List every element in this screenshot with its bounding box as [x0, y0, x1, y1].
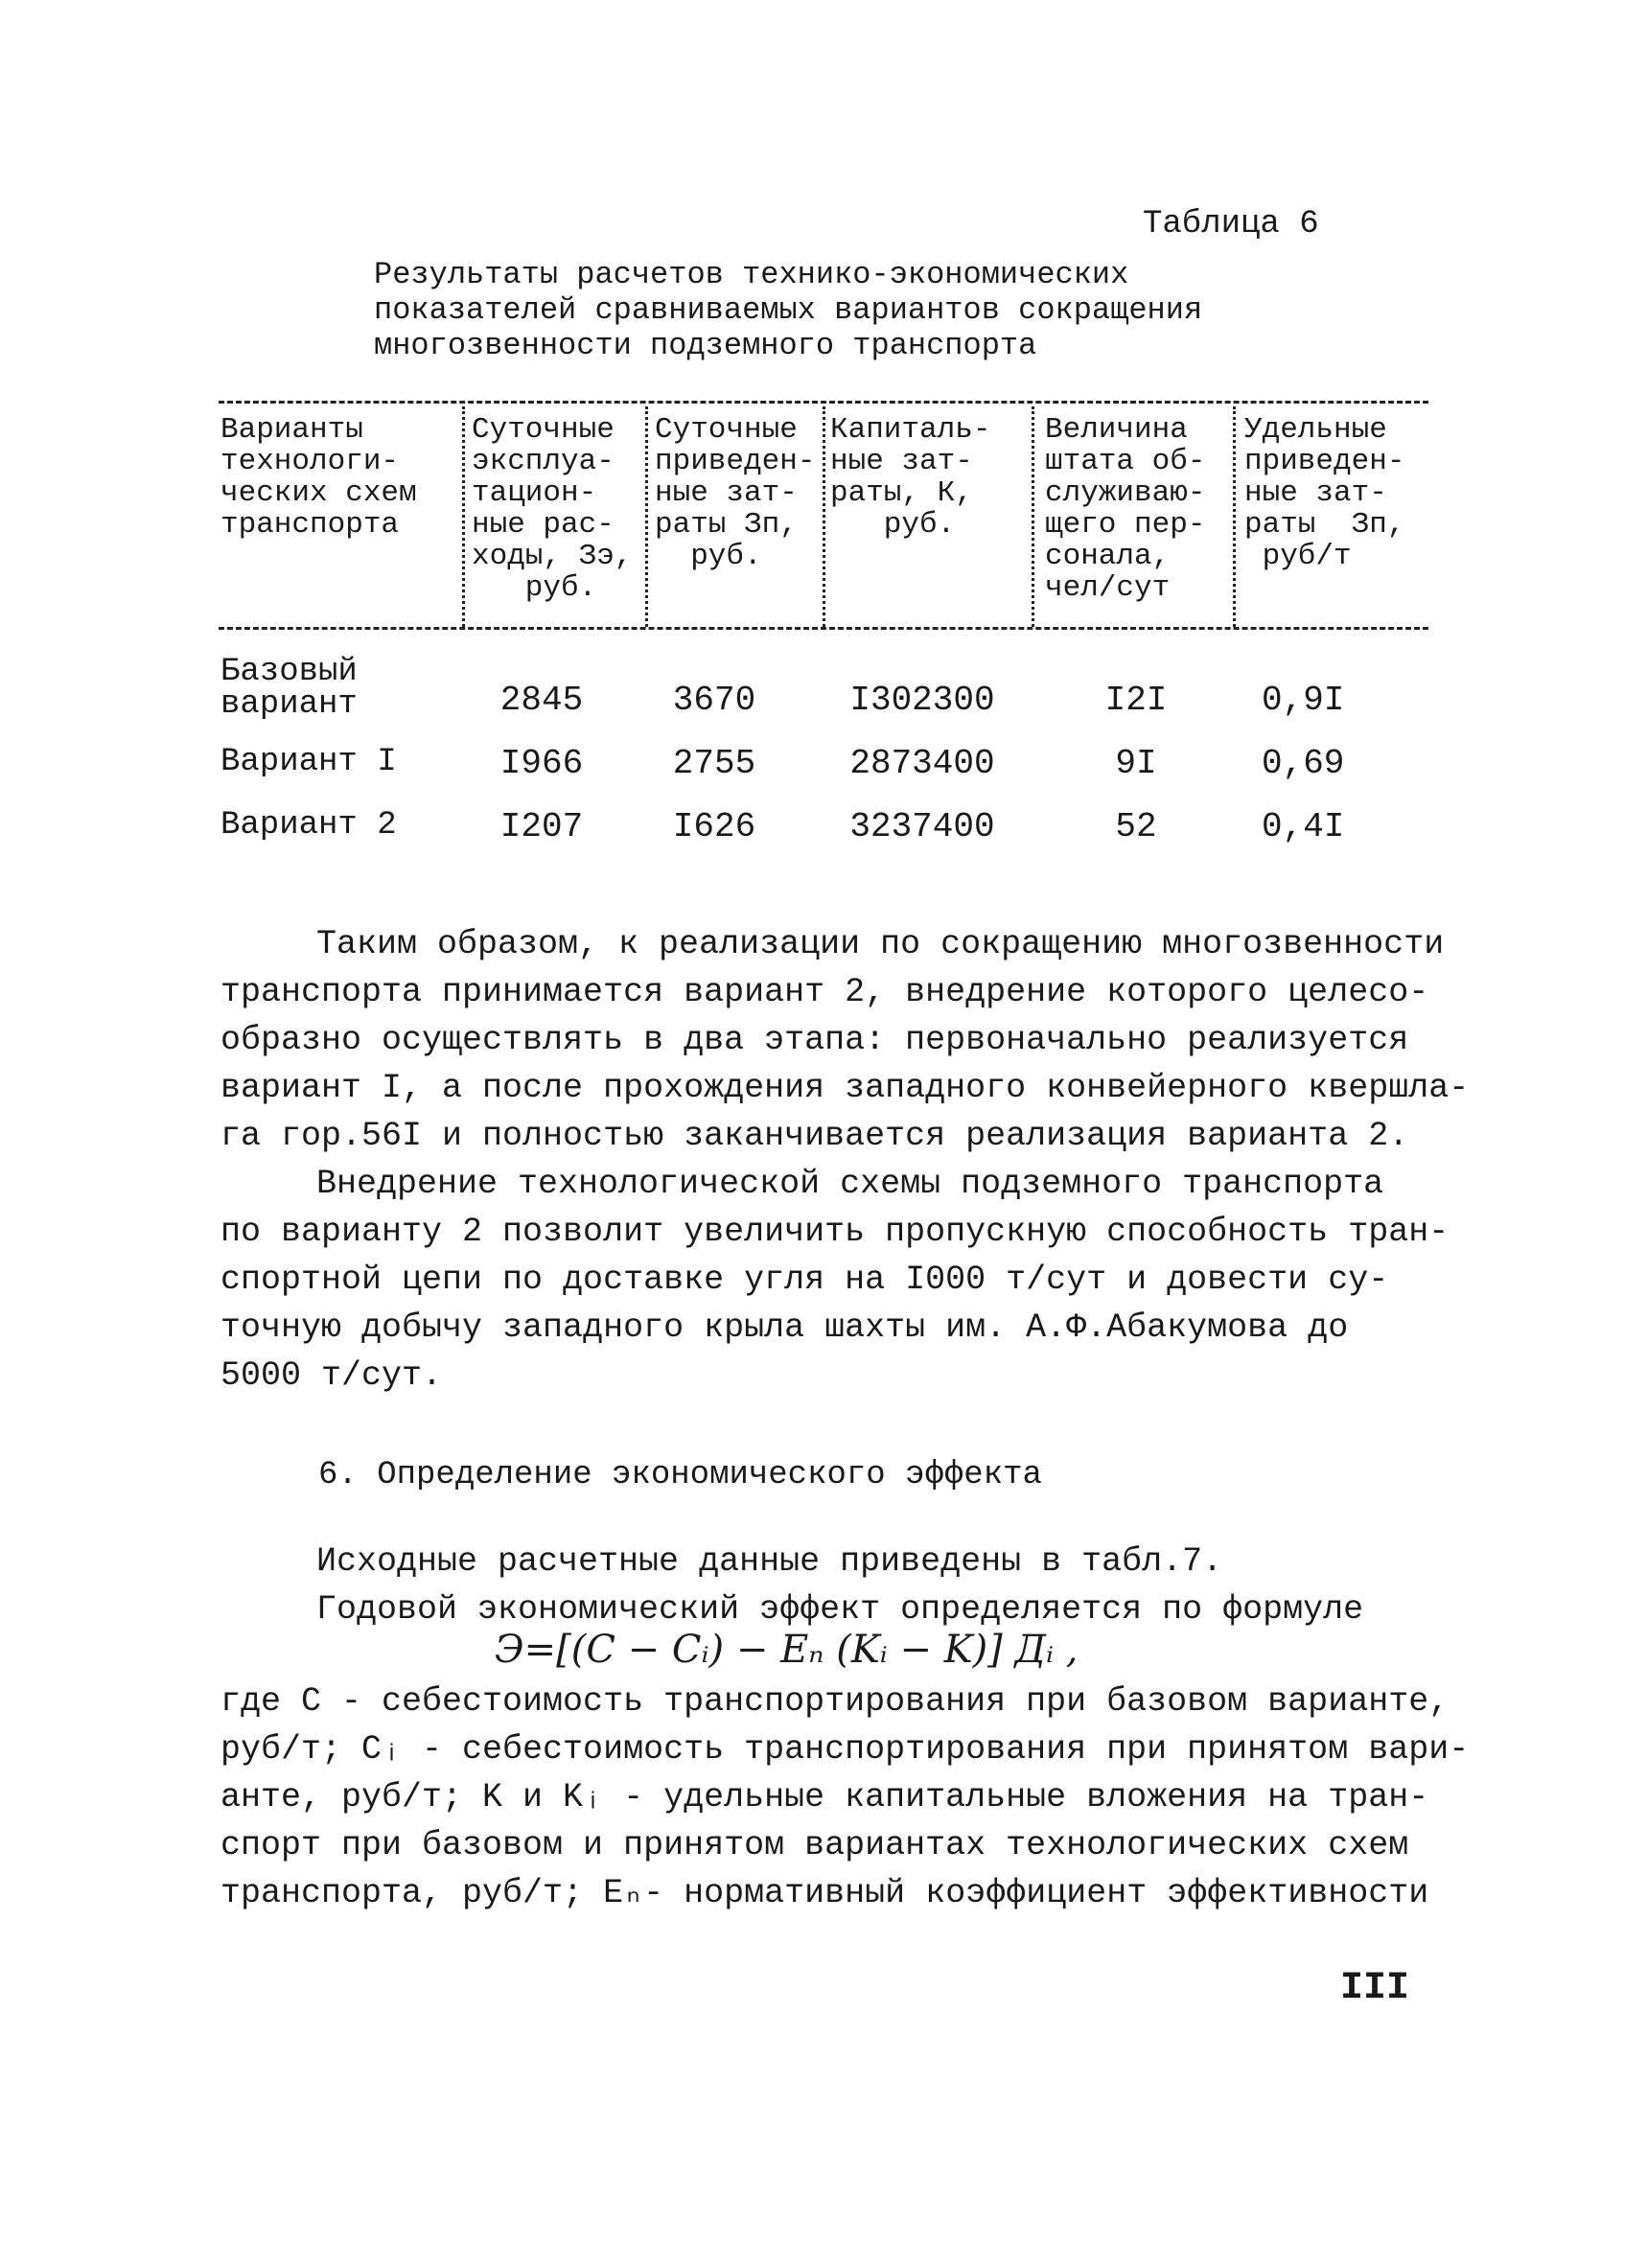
table-cell: I207 [499, 807, 584, 846]
header-variants: Варианты технологи- ческих схем транспорта [220, 413, 417, 542]
header-daily-operating-costs: Суточные эксплуа- тацион- ные рас- ходы, Зэ, руб. [472, 413, 633, 605]
row-name: Базовый вариант [220, 654, 358, 723]
row-name: Вариант I [220, 744, 397, 780]
table-top-rule [219, 401, 1428, 404]
row-name: Вариант 2 [220, 807, 397, 844]
table-cell: 2755 [672, 744, 756, 783]
header-capital-costs: Капиталь- ные зат- раты, К, руб. [830, 413, 991, 542]
table-cell: 0,4I [1262, 807, 1345, 846]
table-cell: I302300 [849, 681, 995, 720]
table-cell: I626 [672, 807, 756, 846]
table-label: Таблица 6 [1143, 206, 1319, 243]
column-separator [462, 406, 465, 627]
page-number: III [1340, 1967, 1410, 2010]
section-heading: 6. Определение экономического эффекта [318, 1457, 1042, 1493]
paragraph-implementation: Внедрение технологической схемы подземного транспорта по варианту 2 позволит увеличить пропускную способность тран- спортной цепи по доставке угля на I000 т/сут и довести су- точную добычу западного крыла шахты им. А.Ф.Абакумова до 5000 т/сут. [220, 1165, 1450, 1395]
column-separator [823, 406, 825, 627]
table-cell: 9I [1115, 744, 1157, 783]
paragraph-conclusion: Таким образом, к реализации по сокращению многозвенности транспорта принимается вариант 2, внедрение которого целесо- образно осуществлять в два этапа: первоначально реализуется вариант I, а после прохождения западного конвейерного квершла- га гор.56I и полностью заканчивается реализация варианта 2. [220, 925, 1470, 1155]
caption-line: многозвенности подземного транспорта [374, 328, 1037, 363]
table-cell: 3237400 [849, 807, 995, 846]
caption-line: Результаты расчетов технико-экономических [374, 257, 1129, 292]
table-cell: 0,9I [1262, 681, 1345, 720]
table-header-rule [219, 627, 1428, 630]
table-cell: 0,69 [1262, 744, 1345, 783]
table-cell: 3670 [672, 681, 756, 720]
economic-effect-formula: Э=[(C − Cᵢ) − Eₙ (Kᵢ − K)] Дᵢ , [495, 1628, 1079, 1672]
table-cell: I2I [1104, 681, 1168, 720]
paragraph-intro-formula: Исходные расчетные данные приведены в табл.7. Годовой экономический эффект определяется по формуле [316, 1542, 1364, 1629]
column-separator [645, 406, 648, 627]
table-cell: 2845 [499, 681, 584, 720]
caption-line: показателей сравниваемых вариантов сокращения [374, 292, 1203, 328]
table-cell: I966 [499, 744, 584, 783]
header-staff-size: Величина штата об- служиваю- щего пер- сонала, чел/сут [1045, 413, 1206, 605]
table-caption [374, 257, 1202, 363]
table-cell: 52 [1115, 807, 1157, 846]
header-daily-reduced-costs: Суточные приведен- ные зат- раты Зп, руб. [655, 413, 816, 573]
column-separator [1032, 406, 1034, 627]
header-specific-reduced-costs: Удельные приведен- ные зат- раты Зп, руб/т [1244, 413, 1405, 573]
table-cell: 2873400 [849, 744, 995, 783]
column-separator [1233, 406, 1236, 627]
paragraph-formula-legend: где C - себестоимость транспортирования при базовом варианте, руб/т; Cᵢ - себестоимость транспортирования при принятом вари- анте, руб/т; K и Kᵢ - удельные капитальные вложения на тран- спорт при базовом и принятом вариантах технологических схем транспорта, руб/т; Eₙ- нормативный коэффициент эффективности [220, 1682, 1470, 1912]
